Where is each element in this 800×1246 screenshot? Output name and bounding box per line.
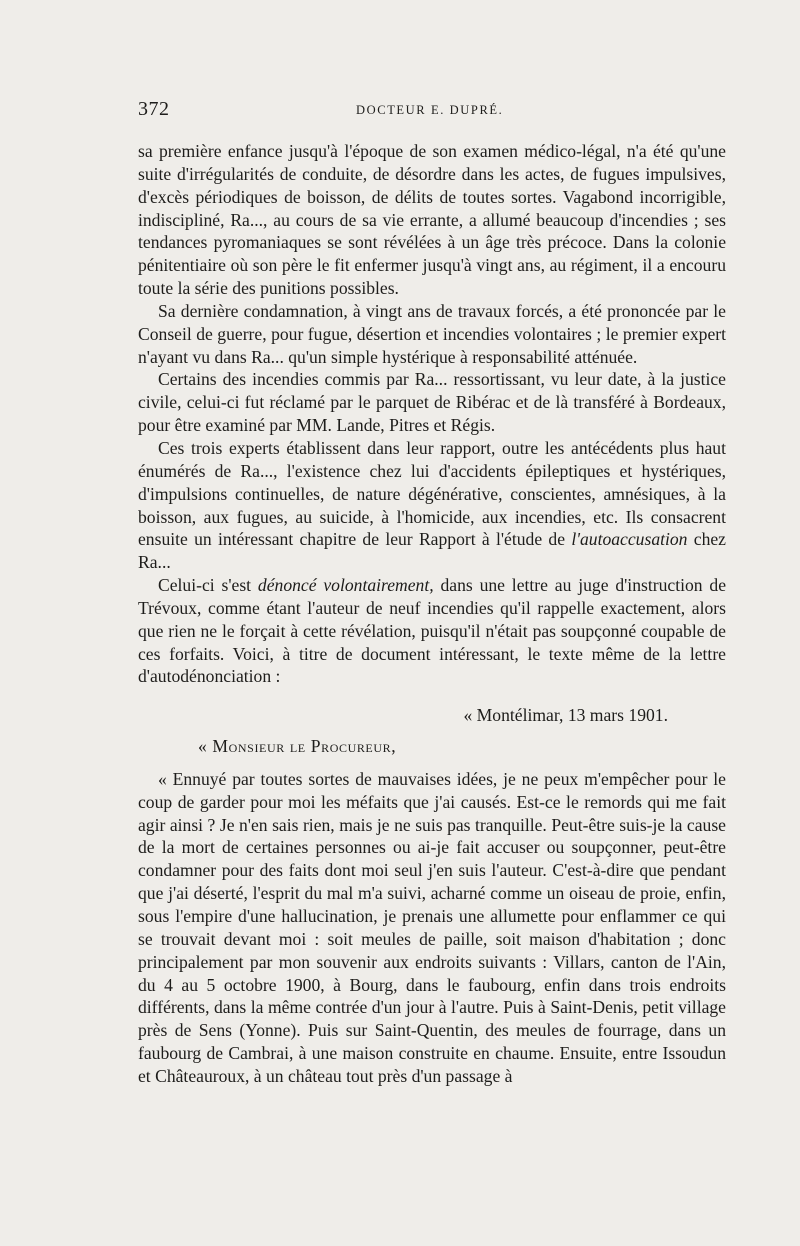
body-text — [138, 140, 726, 1088]
paragraph-3: Certains des incendies commis par Ra... ressortissant, vu leur date, à la justice civile, celui-ci fut réclamé par le parquet de Ribérac et de là transféré à Bordeaux, pour être examiné par MM. Lande, Pitres et Régis. — [138, 369, 726, 436]
paragraph-5-text: dans une lettre au juge d'instruction de Trévoux, comme étant l'auteur de neuf incendies qu'il rappelle exactement, alors que rien ne le forçait à cette révélation, puisqu'il n'était pas soupçonné coupable de ces forfaits. Voici, à titre de document intéressant, le texte même de la lettre d'autodénonciation : — [138, 575, 726, 687]
paragraph-4-after: chez Ra... — [138, 529, 726, 573]
paragraph-5-before: Celui-ci s'est — [158, 575, 252, 596]
letter-body: « Ennuyé par toutes sortes de mauvaises idées, je ne peux m'empêcher pour le coup de garder pour moi les méfaits que j'ai causés. Est-ce le remords qui me fait agir ainsi ? Je n'en sais rien, mais je ne suis pas tranquille. Peut-être suis-je la cause de la mort de certaines personnes ou ai-je fait accuser ou soupçonner, peut-être condamner pour des faits dont moi seul j'en suis l'auteur. C'est-à-dire que pendant que j'ai déserté, l'esprit du mal m'a suivi, acharné comme un oiseau de proie, enfin, sous l'empire d'une hallucination, je prenais une allumette pour enflammer ce qui se trouvait devant moi : soit meules de paille, soit maison d'habitation ; donc principalement par mon souvenir aux endroits suivants : Villars, canton de l'Ain, du 4 au 5 octobre 1900, à Bourg, dans le faubourg, enfin dans trois endroits différents, dans la même contrée d'un jour à l'autre. Puis à Saint-Denis, petit village près de Sens (Yonne). Puis sur Saint-Quentin, des meules de fourrage, dans un faubourg de Cambrai, à une maison construite en chaume. Ensuite, entre Issoudun et Châteauroux, à un château tout près d'un passage à — [138, 768, 726, 1086]
running-title: DOCTEUR E. DUPRÉ. — [356, 103, 504, 117]
paragraph-4 — [138, 437, 726, 574]
paragraph-5-italic: dénoncé volontairement, — [257, 575, 434, 596]
paragraph-2: Sa dernière condamnation, à vingt ans de travaux forcés, a été prononcée par le Conseil de guerre, pour fugue, désertion et incendies volontaires ; le premier expert n'ayant vu dans Ra... qu'un simple hystérique à responsabilité atténuée. — [138, 300, 726, 367]
page-header — [138, 98, 726, 128]
paragraph-4-italic: l'autoaccusation — [571, 529, 688, 550]
letter-dateline: « Montélimar, 13 mars 1901. — [463, 705, 668, 726]
paragraph-5 — [138, 574, 726, 688]
letter-salutation — [138, 735, 726, 758]
paragraph-1: sa première enfance jusqu'à l'époque de son examen médico-légal, n'a été qu'une suite d'irrégularités de conduite, de désordre dans les actes, de fugues impulsives, d'excès périodiques de boisson, de délits de toutes sortes. Vagabond incorrigible, indiscipliné, Ra..., au cours de sa vie errante, a allumé beaucoup d'incendies ; ses tendances pyromaniaques se sont révélées à un âge très précoce. Dans la colonie pénitentiaire où son père le fit enfermer jusqu'à vingt ans, au régiment, il a encouru toute la série des punitions possibles. — [138, 141, 726, 299]
salutation-quote: « — [198, 736, 208, 757]
salutation-text: Monsieur le Procureur, — [212, 736, 397, 757]
paragraph-4-text: Ces trois experts établissent dans leur rapport, outre les antécédents plus haut énumérés de Ra..., l'existence chez lui d'accidents épileptiques et hystériques, d'impulsions continuelles, de nature dégénérative, conscientes, amnésiques, à la boisson, aux fugues, au suicide, à l'homicide, aux incendies, etc. Ils consacrent ensuite un intéressant chapitre de leur Rapport à l'étude de — [138, 437, 726, 550]
page-number: 372 — [138, 98, 170, 120]
